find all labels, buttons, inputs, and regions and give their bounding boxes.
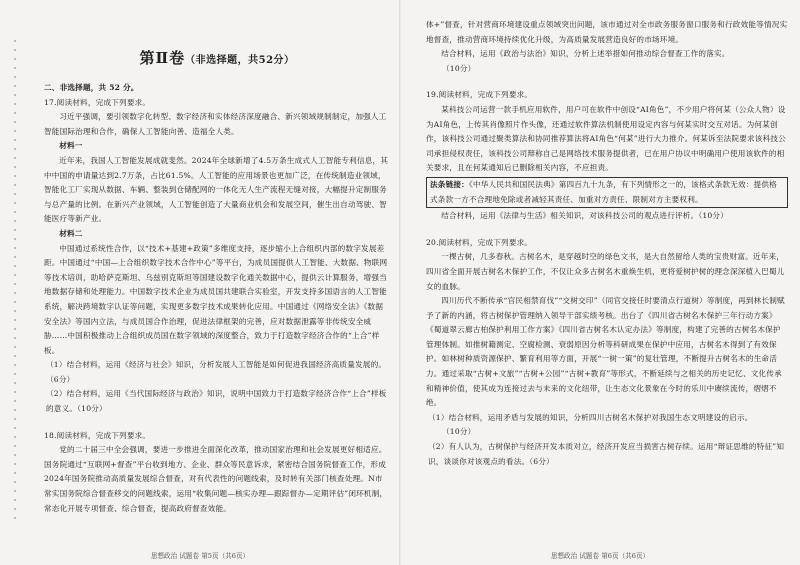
law-link-box: [426, 177, 788, 208]
q17-material1: 近年来，我国人工智能发展成就斐然。2024年全球新增了4.5万条生成式人工智能专利信息，其中中国的申请量达到2.7万条，占比61.5%。人工智能的应用场景也更加广泛，在传统制造业领域，智能化工厂实现从数据、车辆、整装到仓储配网的一体化无人生产流程无缝对接，大幅提升定制服务与总产量的比例。在新兴产业领域，人工智能创造了大量商业机会和发展空间，催生出自动驾驶、智能医疗等新产业。: [44, 155, 389, 224]
q17-stem: 17.阅读材料，完成下列要求。: [44, 97, 151, 107]
q20-body2: 四川历代不断传承“官民相禁育伐”“交树交印”（同官交接任时要清点行道树）等制度，再到林长制赋予了新的内涵，将古树保护管理纳入领导干部实绩考核。出台了《四川省古树名木保护三年行动方案》《蜀道翠云廊古柏保护利用工作方案》《四川省古树名木认定办法》等制度，构建了完善的古树名木保护管理体制。如推树籍测定、空腐检测、衰弱原因分析等科研成果在保护中应用，古树名木得到了有效保护。如林树种质资源保护、繁育利用等方面，开展“一树一策”的复壮管理，不断提升古树名木的生命活力。通过采取“古树+文旅”“古树+公园”“古树+教育”等形式，不断延续与之相关的历史记忆、文化传承和精神价值，使其成为连接过去与未来的文化纽带，让生态文化景象在今时的乐川中赓续流传，熠熠不绝。: [426, 296, 785, 408]
q20-sub2: （2）有人认为，古树保护与经济开发本质对立，经济开发应当损害古树存续。运用“辩证思维的特征”知识，谈谈你对该观点的看法。（6分）: [428, 442, 785, 466]
q20-body1: 一棵古树，几多春秋。古树名木，是穿越时空的绿色文书，是大自然留给人类的宝贵财富。近年来，四川省全面开展古树名木保护工作，不仅让众多古树名木重焕生机，更将爱树护树的理念深深植入巴蜀儿女的血脉。: [426, 252, 785, 291]
q17-material2: 中国通过系统性合作，以“技术+基建+政策”多维度支持，逐步缩小上合组织内部的数字发展差距。中国通过“中国—上合组织数字技术合作中心”等平台，为成员国提供人工智能、大数据、物联网等技术培训，助哈萨克斯坦、乌兹别克斯坦等国建设数字化通关数据中心，提供云计算服务，增强当地数据存储和处理能力。中国数字技术企业为成员国共建联合实验室，开发支持多国语言的人工智能系统，解决跨境数字认证等问题，实现更多数字技术成果转化应用。中国通过《网络安全法》《数据安全法》等国内立法，与成员国合作治理，促进法律框架的完善，应对数据泄露等非传统安全威胁……中国积极推动上合组织成员国在数字领域的深度整合，致力于打造数字经济合作的“上合”样板。: [44, 243, 388, 355]
q20-sub1-score: （10分）: [442, 427, 476, 437]
q17-intro: 习近平强调，要引领数字化转型、数字经济和实体经济深度融合、新兴领域规制制定，加强人工智能国际治理和合作，确保人工智能向善、造福全人类。: [44, 112, 387, 136]
q17-material1-label: 材料一: [59, 141, 83, 151]
right-page: [400, 0, 800, 565]
q20-stem: 20.阅读材料，完成下列要求。: [426, 237, 533, 247]
q17-sub2: （2）结合材料，运用《当代国际经济与政治》知识，说明中国致力于打造数字经济合作“上合”样板的意义。（10分）: [46, 389, 387, 414]
q18-stem: 18.阅读材料，完成下列要求。: [44, 430, 151, 440]
q18-continuation: 体+”督查，针对营商环境建设重点领域突出问题，该市通过对全市政务服务窗口服务和行政效能等情况实地督查，推动营商环境持续优化升级，为高质量发展营造良好的市场环境。: [426, 20, 788, 44]
law-link-text: 《中华人民共和国民法典》第四百九十九条，有下列情形之一的，该格式条款无效：提供格式条款一方不合理地免除或者减轻其责任、加重对方责任、限制对方主要权利。: [430, 179, 777, 204]
section-title-main: 第Ⅱ卷: [139, 49, 186, 67]
q19-body: 某科技公司运营一款手机应用软件，用户可在软件中创设“AI角色”，不少用户将何某（公众人物）设为AI角色，上传其肖像照片作头像，还通过软件算法机制使用设定内容与何某实时交互对话。为何某创作，该科技公司通过聚类算法和协同推荐算法将AI角色“何某”进行大力推介。何某诉至法院要求该科技公司承担侵权责任，该科技公司辩称自己是网络技术服务提供者，已在用户协议中明确用户使用该软件的相关要求，且在何某通知后已删除相关内容，不应担责。: [426, 104, 786, 173]
q18-body: 党的二十届三中全会强调，要进一步推进全面深化改革，推动国家治理和社会发展更好相适应。国务院通过“互联网+督查”平台收到地方、企业、群众等民意诉求，紧密结合国务院督查工作，形成2024年国务院推动高质量发展综合督查，对有代表性的问题线索，及时转有关部门核查处理。N市常实国务院综合督查移交的问题线索，运用“收集问题—核实办理—跟踪督办—定期评估”闭环机制，常态化开展专项督查、综合督查，提高政府督查效能。: [44, 445, 388, 513]
section-title-sub: （非选择题，共52分）: [185, 55, 295, 66]
left-page-footer: 思想政治 试题卷 第5页（共6页）: [150, 552, 250, 560]
section-title: [44, 48, 390, 71]
law-link-label: 法条链接：: [430, 179, 469, 189]
q19-stem: 19.阅读材料，完成下列要求。: [426, 90, 533, 100]
q18-task: 结合材料，运用《政治与法治》知识，分析上述举措如何推动综合督查工作的落实。: [441, 49, 730, 59]
q17-material2-label: 材料二: [59, 228, 83, 238]
section-heading: 二、非选择题，共 52 分。: [44, 83, 139, 92]
q17-sub1: （1）结合材料，运用《经济与社会》知识，分析发展人工智能是如何促进我国经济高质量发展的。（6分）: [46, 360, 387, 384]
q18-score: （10分）: [442, 63, 476, 73]
right-page-footer: 思想政治 试题卷 第6页（共6页）: [550, 552, 650, 560]
q20-sub1: （1）结合材料，运用矛盾与发展的知识，分析四川古树名木保护对我国生态文明建设的启示。: [428, 412, 753, 422]
q19-task: 结合材料，运用《法律与生活》相关知识，对该科技公司的观点进行评析。（10分）: [441, 211, 729, 221]
